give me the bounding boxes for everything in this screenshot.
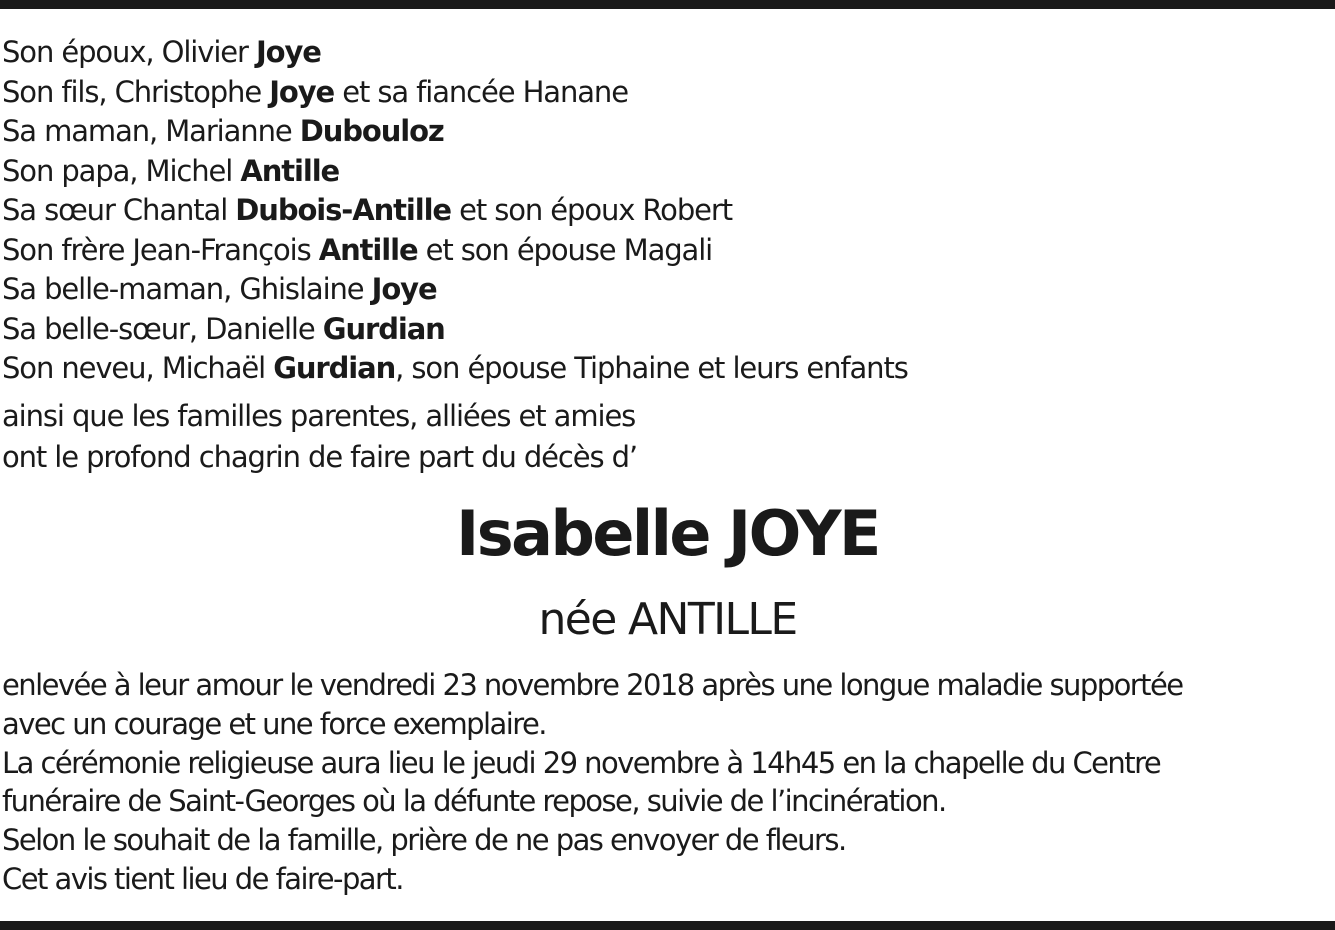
family-line: [2, 152, 1335, 192]
family-line-text: Sa belle-maman, Ghislaine: [2, 272, 372, 306]
deceased-maiden-name: née ANTILLE: [538, 594, 797, 645]
family-line: [2, 349, 1335, 389]
announcement-intro: [2, 396, 1335, 478]
family-line-text: Son neveu, Michaël: [2, 351, 274, 385]
family-line-text: Son frère Jean-François: [2, 232, 319, 267]
intro-line: ainsi que les familles parentes, alliées et amies: [2, 399, 636, 433]
family-line-text: et son épouse Magali: [417, 232, 713, 267]
details-line: La cérémonie religieuse aura lieu le jeudi 29 novembre à 14h45 en la chapelle du Centre: [2, 745, 1161, 780]
family-line-surname: Gurdian: [322, 311, 445, 346]
family-line-text: , son épouse Tiphaine et leurs enfants: [395, 351, 908, 385]
details-line: Selon le souhait de la famille, prière de ne pas envoyer de fleurs.: [2, 823, 846, 858]
family-line: [2, 270, 1335, 310]
family-line-surname: Dubois-Antille: [235, 193, 451, 227]
family-line-surname: Dubouloz: [299, 114, 444, 148]
family-line-text: Sa sœur Chantal: [2, 193, 236, 227]
family-line: [2, 310, 1335, 350]
family-line-surname: Antille: [240, 153, 340, 188]
family-line: [2, 112, 1335, 152]
family-line: [2, 231, 1335, 271]
family-line-text: Son papa, Michel: [2, 153, 241, 188]
family-line: [2, 33, 1335, 73]
top-rule: [0, 0, 1335, 9]
family-line-text: Son époux, Olivier: [2, 35, 256, 69]
details-line: funéraire de Saint-Georges où la défunte repose, suivie de l’incinération.: [2, 784, 946, 819]
family-line: [2, 191, 1335, 231]
family-line-surname: Antille: [318, 232, 418, 267]
deceased-name: Isabelle JOYE: [456, 497, 879, 570]
family-line-text: et son époux Robert: [450, 193, 732, 227]
intro-line: ont le profond chagrin de faire part du décès d’: [2, 440, 638, 474]
family-line-text: et sa fiancée Hanane: [334, 74, 628, 109]
family-line-text: Sa belle-sœur, Danielle: [2, 311, 323, 346]
details-line: Cet avis tient lieu de faire-part.: [2, 861, 403, 896]
family-line-surname: Gurdian: [273, 351, 396, 385]
family-line-surname: Joye: [371, 272, 437, 306]
family-line-text: Sa maman, Marianne: [2, 114, 300, 148]
ceremony-details: [2, 666, 1335, 899]
family-line-surname: Joye: [269, 74, 335, 109]
details-line: avec un courage et une force exemplaire.: [2, 706, 546, 741]
family-line: [2, 73, 1335, 113]
details-line: enlevée à leur amour le vendredi 23 novembre 2018 après une longue maladie supportée: [2, 668, 1183, 702]
bottom-rule: [0, 921, 1335, 930]
family-list: [2, 33, 1335, 389]
family-line-text: Son fils, Christophe: [2, 74, 270, 109]
family-line-surname: Joye: [255, 35, 321, 69]
